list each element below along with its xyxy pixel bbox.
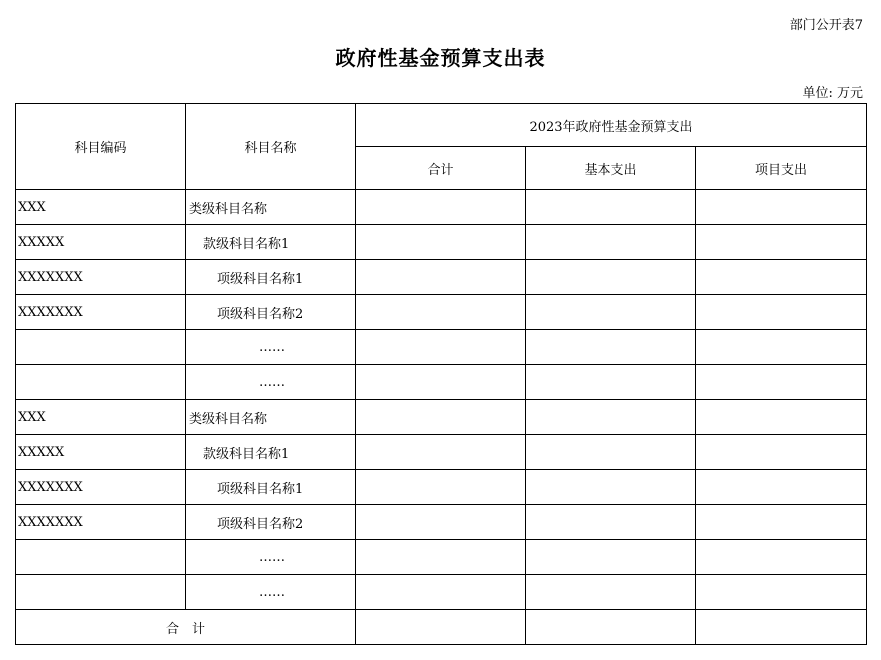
table-row: [16, 505, 867, 540]
cell-code: XXXXXXX: [16, 260, 186, 295]
table-row: [16, 470, 867, 505]
table-row: [16, 260, 867, 295]
column-header-basic: 基本支出: [526, 147, 696, 190]
cell-name: 类级科目名称: [186, 400, 356, 435]
column-header-total: 合计: [356, 147, 526, 190]
cell-project: [696, 470, 867, 505]
cell-name: 项级科目名称2: [186, 505, 356, 540]
cell-basic: [526, 295, 696, 330]
cell-project: [696, 365, 867, 400]
cell-name: 项级科目名称1: [186, 470, 356, 505]
cell-code: [16, 330, 186, 365]
cell-code: XXXXXXX: [16, 470, 186, 505]
unit-label: 单位: 万元: [802, 86, 863, 101]
cell-total: [356, 260, 526, 295]
cell-total: [356, 400, 526, 435]
cell-project: [696, 610, 867, 645]
cell-project: [696, 260, 867, 295]
cell-basic: [526, 365, 696, 400]
cell-code: XXXXX: [16, 225, 186, 260]
cell-total: [356, 365, 526, 400]
cell-name: 款级科目名称1: [186, 225, 356, 260]
cell-total: [356, 610, 526, 645]
cell-project: [696, 330, 867, 365]
cell-code: [16, 575, 186, 610]
cell-basic: [526, 505, 696, 540]
cell-project: [696, 295, 867, 330]
cell-code: XXXXXXX: [16, 295, 186, 330]
table-row: [16, 575, 867, 610]
cell-total: [356, 225, 526, 260]
total-row: [16, 610, 867, 645]
cell-name: ……: [186, 575, 356, 610]
cell-project: [696, 540, 867, 575]
cell-code: XXX: [16, 400, 186, 435]
header-row: [16, 104, 867, 147]
budget-table: [15, 103, 867, 645]
total-label: 合 计: [16, 610, 356, 645]
column-header-name: 科目名称: [186, 104, 356, 190]
cell-code: XXXXX: [16, 435, 186, 470]
cell-code: XXXXXXX: [16, 505, 186, 540]
cell-total: [356, 330, 526, 365]
table-row: [16, 435, 867, 470]
cell-project: [696, 435, 867, 470]
cell-project: [696, 505, 867, 540]
table-row: [16, 400, 867, 435]
cell-basic: [526, 190, 696, 225]
table-row: [16, 330, 867, 365]
cell-basic: [526, 575, 696, 610]
page-title: 政府性基金预算支出表: [335, 46, 546, 70]
cell-code: XXX: [16, 190, 186, 225]
cell-name: ……: [186, 540, 356, 575]
form-number: 部门公开表7: [789, 18, 863, 33]
cell-basic: [526, 435, 696, 470]
cell-project: [696, 400, 867, 435]
cell-name: 项级科目名称1: [186, 260, 356, 295]
cell-project: [696, 190, 867, 225]
cell-name: ……: [186, 330, 356, 365]
cell-basic: [526, 225, 696, 260]
table-row: [16, 225, 867, 260]
cell-project: [696, 225, 867, 260]
table-row: [16, 365, 867, 400]
cell-total: [356, 540, 526, 575]
cell-total: [356, 505, 526, 540]
cell-basic: [526, 400, 696, 435]
cell-basic: [526, 470, 696, 505]
cell-total: [356, 295, 526, 330]
cell-total: [356, 435, 526, 470]
cell-basic: [526, 330, 696, 365]
cell-code: [16, 540, 186, 575]
column-header-code: 科目编码: [16, 104, 186, 190]
column-header-group: 2023年政府性基金预算支出: [356, 104, 867, 147]
table-row: [16, 295, 867, 330]
table-row: [16, 540, 867, 575]
cell-basic: [526, 540, 696, 575]
cell-total: [356, 190, 526, 225]
table-row: [16, 190, 867, 225]
cell-name: 项级科目名称2: [186, 295, 356, 330]
cell-name: 类级科目名称: [186, 190, 356, 225]
cell-name: 款级科目名称1: [186, 435, 356, 470]
cell-name: ……: [186, 365, 356, 400]
column-header-project: 项目支出: [696, 147, 867, 190]
cell-total: [356, 470, 526, 505]
cell-basic: [526, 610, 696, 645]
cell-total: [356, 575, 526, 610]
cell-code: [16, 365, 186, 400]
cell-basic: [526, 260, 696, 295]
cell-project: [696, 575, 867, 610]
